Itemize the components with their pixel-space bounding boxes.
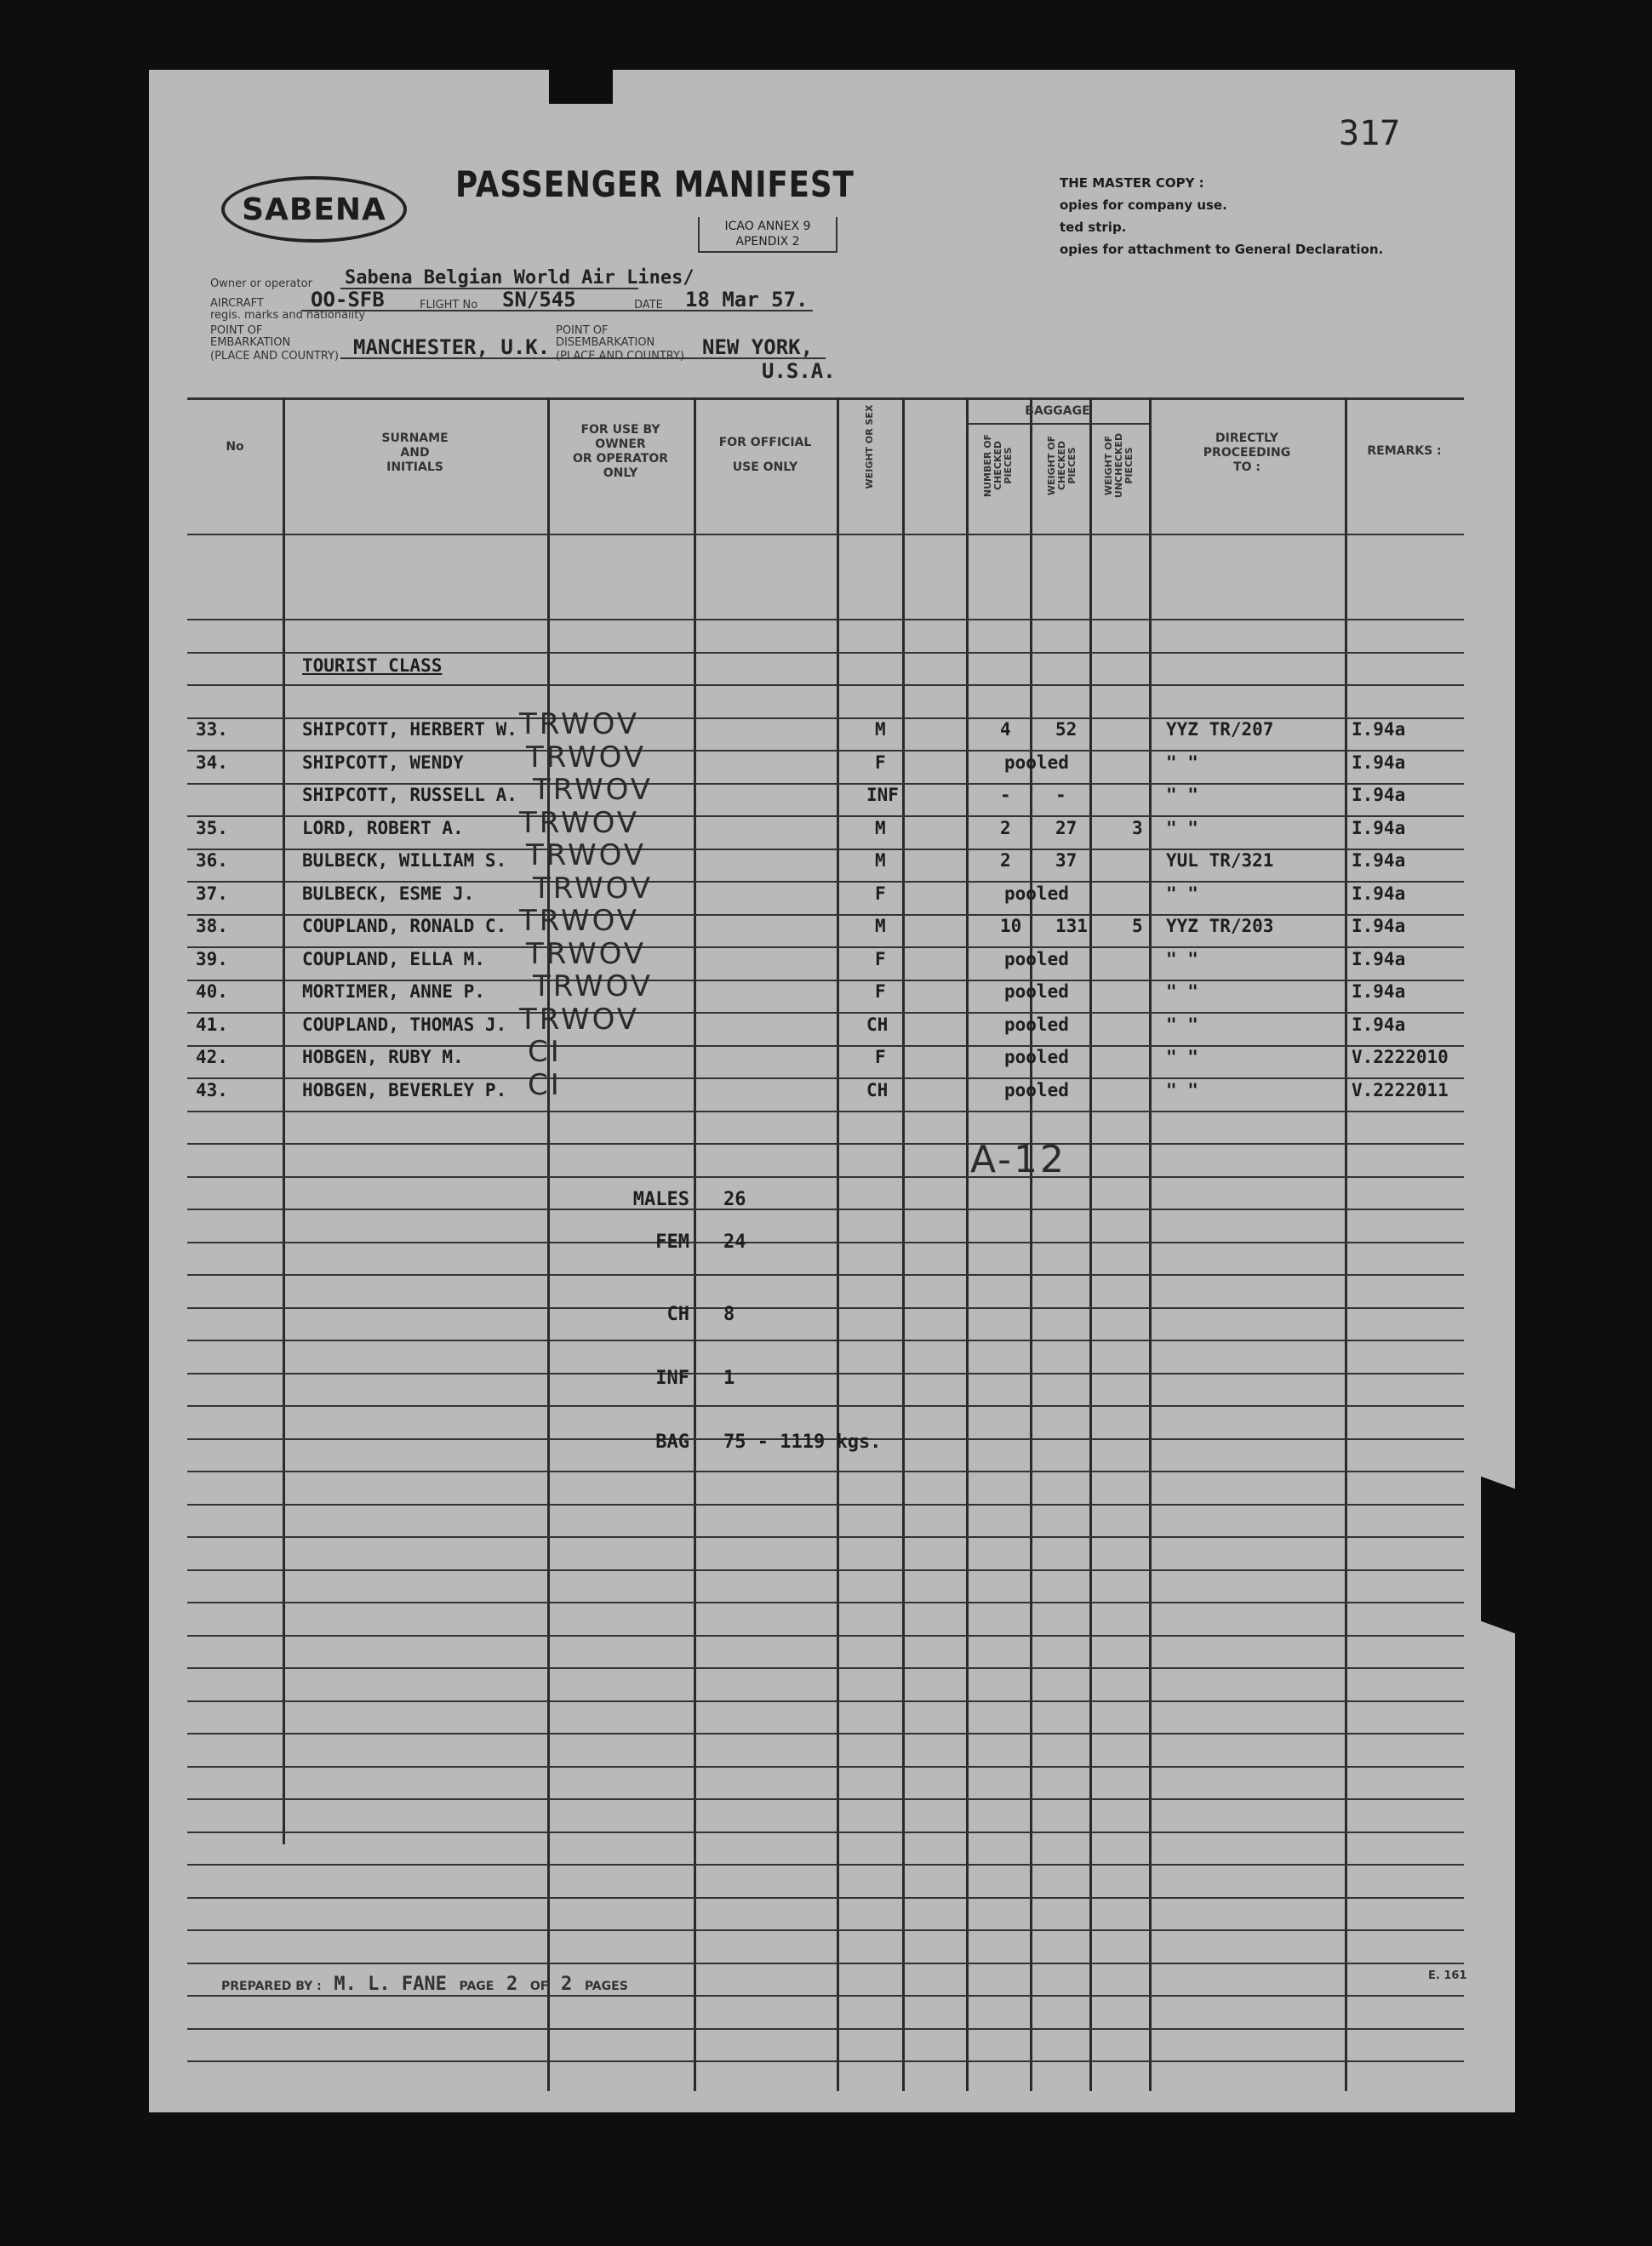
baggage-weight: pooled <box>1004 1047 1069 1067</box>
aircraft-value: OO-SFB <box>311 288 385 311</box>
pages-label: PAGES <box>584 1980 628 1993</box>
destination: YYZ TR/207 <box>1166 719 1274 740</box>
ruling-line <box>187 1504 1464 1506</box>
handwritten-code: TRWOV <box>519 904 640 938</box>
ruling-line <box>187 1340 1464 1341</box>
col-header-surname-l3: INITIALS <box>386 460 443 474</box>
ruling-line <box>187 1897 1464 1899</box>
disembarkation-label: POINT OF DISEMBARKATION <box>556 324 655 349</box>
baggage-weight: pooled <box>1004 1079 1069 1100</box>
embarkation-value: MANCHESTER, U.K. <box>353 335 551 359</box>
passenger-no: 35. <box>196 817 228 838</box>
baggage-weight: 52 <box>1055 719 1078 740</box>
destination: " " <box>1166 1014 1198 1035</box>
ruling-line <box>187 1864 1464 1866</box>
passenger-no: 37. <box>196 883 228 904</box>
form-number: E. 161 <box>1428 1969 1467 1982</box>
ruling-line <box>187 1471 1464 1472</box>
handwritten-code: CI <box>528 1067 562 1102</box>
passenger-no: 38. <box>196 916 228 936</box>
ruling-line <box>187 619 1464 620</box>
page-value: 2 <box>506 1974 518 1995</box>
remarks: I.94a <box>1352 719 1406 740</box>
baggage-unchecked: 5 <box>1132 916 1143 936</box>
destination: " " <box>1166 1079 1198 1100</box>
operator-underline <box>340 288 638 289</box>
aircraft-sub-label: regis. marks and nationality <box>210 309 366 322</box>
ruling-line <box>187 1963 1464 1964</box>
destination: " " <box>1166 1047 1198 1067</box>
disembarkation-value: NEW YORK, <box>702 335 814 359</box>
passenger-sex: M <box>875 850 886 871</box>
handwritten-code: TRWOV <box>526 838 647 872</box>
ruling-line <box>187 1307 1464 1309</box>
remarks: I.94a <box>1352 1014 1406 1035</box>
manifest-table <box>187 397 1467 2091</box>
aircraft-label: AIRCRAFT <box>210 297 264 310</box>
total-value: 75 - 1119 kgs. <box>723 1432 882 1453</box>
remarks: I.94a <box>1352 785 1406 805</box>
baggage-weight: pooled <box>1004 883 1069 904</box>
flight-label: FLIGHT No <box>420 299 478 311</box>
ruling-line <box>187 1242 1464 1243</box>
total-value: 1 <box>723 1368 735 1389</box>
col-header-owner-l2: OWNER <box>595 437 646 451</box>
section-title: TOURIST CLASS <box>302 655 443 676</box>
remarks: I.94a <box>1352 817 1406 838</box>
passenger-no: 34. <box>196 752 228 773</box>
passenger-sex: F <box>875 948 886 969</box>
date-label: DATE <box>634 299 663 311</box>
col-divider-no <box>283 397 285 1844</box>
col-header-weight-sex: WEIGHT OR SEX <box>864 404 875 489</box>
baggage-weight: 131 <box>1055 916 1088 936</box>
passenger-name: HOBGEN, RUBY M. <box>302 1047 464 1067</box>
col-header-no: No <box>226 440 244 454</box>
passenger-name: SHIPCOTT, HERBERT W. <box>302 719 517 740</box>
page-number: 317 <box>1339 114 1401 153</box>
passenger-name: SHIPCOTT, RUSSELL A. <box>302 785 517 805</box>
baggage-weight: - <box>1055 785 1066 805</box>
passenger-name: BULBECK, WILLIAM S. <box>302 850 507 871</box>
passenger-sex: F <box>875 1047 886 1067</box>
col-header-owner <box>547 423 694 481</box>
document-title: PASSENGER MANIFEST <box>455 163 855 205</box>
col-header-surname-l2: AND <box>400 446 430 460</box>
baggage-pieces: 4 <box>1000 719 1011 740</box>
passenger-sex: INF <box>866 785 899 805</box>
col-header-baggage: BAGGAGE <box>1025 404 1090 418</box>
ruling-line <box>187 1602 1464 1603</box>
col-header-surname-l1: SURNAME <box>381 431 449 445</box>
ruling-line <box>187 1832 1464 1833</box>
flight-value: SN/545 <box>502 288 576 311</box>
total-value: 26 <box>723 1189 746 1210</box>
passenger-name: MORTIMER, ANNE P. <box>302 981 485 1002</box>
baggage-weight: pooled <box>1004 948 1069 969</box>
annex-line1: ICAO ANNEX 9 <box>724 220 811 233</box>
destination: " " <box>1166 883 1198 904</box>
annex-line2: APENDIX 2 <box>735 235 800 249</box>
baggage-pieces: 10 <box>1000 916 1022 936</box>
col-header-official <box>694 436 837 475</box>
destination: " " <box>1166 752 1198 773</box>
master-copy-line3: ted strip. <box>1060 220 1127 235</box>
master-copy-line1: THE MASTER COPY : <box>1060 175 1204 191</box>
handwritten-code: TRWOV <box>533 871 654 906</box>
col-header-weight-unchecked: WEIGHT OF UNCHECKED PIECES <box>1103 432 1135 499</box>
ruling-line <box>187 684 1464 686</box>
embarkation-underline <box>340 357 826 359</box>
col-header-num-checked: NUMBER OF CHECKED PIECES <box>982 433 1014 498</box>
handwritten-code: TRWOV <box>526 740 647 774</box>
disembarkation-sub: (PLACE AND COUNTRY) <box>556 350 685 363</box>
ruling-line <box>187 652 1464 654</box>
col-header-proceeding-l2: PROCEEDING <box>1203 446 1291 460</box>
col-header-surname <box>283 431 547 475</box>
col-header-proceeding-l1: DIRECTLY <box>1215 431 1278 445</box>
passenger-no: 39. <box>196 948 228 969</box>
baggage-pieces: 2 <box>1000 850 1011 871</box>
passenger-name: HOBGEN, BEVERLEY P. <box>302 1079 507 1100</box>
passenger-sex: CH <box>866 1014 889 1035</box>
baggage-weight: pooled <box>1004 1014 1069 1035</box>
passenger-name: COUPLAND, THOMAS J. <box>302 1014 507 1035</box>
ruling-line <box>187 1209 1464 1210</box>
col-header-official-l1: FOR OFFICIAL <box>718 436 812 449</box>
embarkation-label: POINT OF EMBARKATION <box>210 324 291 349</box>
icao-annex-box <box>698 217 837 253</box>
passenger-sex: F <box>875 883 886 904</box>
baggage-pieces: - <box>1000 785 1011 805</box>
passenger-no: 42. <box>196 1047 228 1067</box>
remarks: I.94a <box>1352 948 1406 969</box>
ruling-line <box>187 1733 1464 1735</box>
total-value: 8 <box>723 1304 735 1325</box>
table-top-border <box>187 397 1464 400</box>
remarks: I.94a <box>1352 850 1406 871</box>
col-header-official-l2: USE ONLY <box>732 460 798 474</box>
handwritten-code: TRWOV <box>533 969 654 1003</box>
operator-label: Owner or operator <box>210 277 312 290</box>
disembarkation-value-2: U.S.A. <box>762 359 836 383</box>
baggage-weight: pooled <box>1004 752 1069 773</box>
ruling-line <box>187 1405 1464 1407</box>
aircraft-underline <box>302 310 813 311</box>
passenger-sex: M <box>875 719 886 740</box>
baggage-weight: 27 <box>1055 817 1078 838</box>
passenger-name: SHIPCOTT, WENDY <box>302 752 464 773</box>
total-label: INF <box>655 1368 689 1389</box>
ruling-line <box>187 1274 1464 1276</box>
passenger-no: 43. <box>196 1079 228 1100</box>
remarks: I.94a <box>1352 981 1406 1002</box>
ruling-line <box>187 1995 1464 1997</box>
passenger-name: COUPLAND, ELLA M. <box>302 948 485 969</box>
destination: YYZ TR/203 <box>1166 916 1274 936</box>
handwritten-code: CI <box>528 1035 562 1069</box>
baggage-pieces: 2 <box>1000 817 1011 838</box>
total-label: BAG <box>655 1432 689 1453</box>
total-label: FEM <box>655 1232 689 1253</box>
binder-tab <box>549 70 613 104</box>
passenger-name: BULBECK, ESME J. <box>302 883 475 904</box>
baggage-unchecked: 3 <box>1132 817 1143 838</box>
handwritten-code: TRWOV <box>519 1002 640 1037</box>
handwritten-code: TRWOV <box>526 936 647 971</box>
baggage-weight: pooled <box>1004 981 1069 1002</box>
ruling-line <box>187 1766 1464 1768</box>
passenger-no: 33. <box>196 719 228 740</box>
baggage-weight: 37 <box>1055 850 1078 871</box>
col-header-weight-checked: WEIGHT OF CHECKED PIECES <box>1046 435 1078 496</box>
col-header-owner-l4: ONLY <box>603 466 638 480</box>
handwritten-code: TRWOV <box>519 707 640 741</box>
col-header-owner-l1: FOR USE BY <box>580 423 660 437</box>
ruling-line <box>187 1373 1464 1374</box>
ruling-line <box>187 2060 1464 2062</box>
ruling-line <box>187 1798 1464 1800</box>
prepared-value: M. L. FANE <box>334 1974 447 1995</box>
embarkation-sub: (PLACE AND COUNTRY) <box>210 350 340 363</box>
passenger-name: COUPLAND, RONALD C. <box>302 916 507 936</box>
passenger-no: 41. <box>196 1014 228 1035</box>
master-copy-notes <box>1060 172 1383 260</box>
col-header-owner-l3: OR OPERATOR <box>572 452 669 466</box>
passenger-no: 40. <box>196 981 228 1002</box>
passenger-sex: M <box>875 817 886 838</box>
footer <box>221 1974 628 1995</box>
col-header-proceeding-l3: TO : <box>1233 460 1260 474</box>
master-copy-line4: opies for attachment to General Declaration. <box>1060 242 1384 257</box>
ruling-line <box>187 1667 1464 1669</box>
handwritten-note: A-12 <box>970 1138 1066 1181</box>
page-label: PAGE <box>459 1980 494 1993</box>
operator-value: Sabena Belgian World Air Lines/ <box>345 267 695 289</box>
remarks: V.2222010 <box>1352 1047 1449 1067</box>
remarks: I.94a <box>1352 883 1406 904</box>
remarks: I.94a <box>1352 752 1406 773</box>
col-header-proceeding <box>1149 431 1345 475</box>
handwritten-code: TRWOV <box>519 805 640 840</box>
passenger-name: LORD, ROBERT A. <box>302 817 464 838</box>
passenger-sex: F <box>875 981 886 1002</box>
ruling-line <box>187 1536 1464 1538</box>
col-header-remarks: REMARKS : <box>1367 444 1442 458</box>
total-value: 24 <box>723 1232 746 1253</box>
handwritten-code: TRWOV <box>533 773 654 807</box>
master-copy-line2: opies for company use. <box>1060 197 1227 213</box>
ruling-line <box>187 1929 1464 1931</box>
destination: " " <box>1166 948 1198 969</box>
ruling-line <box>187 1143 1464 1145</box>
destination: " " <box>1166 981 1198 1002</box>
remarks: I.94a <box>1352 916 1406 936</box>
sabena-logo <box>221 176 407 243</box>
passenger-sex: M <box>875 916 886 936</box>
manifest-paper <box>149 70 1515 2112</box>
ruling-line <box>187 2028 1464 2030</box>
torn-edge <box>1481 1477 1515 1634</box>
passenger-sex: CH <box>866 1079 889 1100</box>
ruling-line <box>187 1176 1464 1178</box>
destination: " " <box>1166 817 1198 838</box>
of-label: OF <box>529 1980 549 1993</box>
prepared-label: PREPARED BY : <box>221 1980 322 1993</box>
remarks: V.2222011 <box>1352 1079 1449 1100</box>
total-label: MALES <box>632 1189 689 1210</box>
ruling-line <box>187 1700 1464 1702</box>
ruling-line <box>187 1569 1464 1571</box>
date-value: 18 Mar 57. <box>685 288 809 311</box>
ruling-line <box>187 1635 1464 1637</box>
of-value: 2 <box>560 1974 573 1995</box>
destination: " " <box>1166 785 1198 805</box>
ruling-line <box>187 1111 1464 1112</box>
total-label: CH <box>666 1304 689 1325</box>
passenger-sex: F <box>875 752 886 773</box>
destination: YUL TR/321 <box>1166 850 1274 871</box>
logo-text: SABENA <box>242 191 386 227</box>
ruling-line <box>187 534 1464 535</box>
passenger-no: 36. <box>196 850 228 871</box>
